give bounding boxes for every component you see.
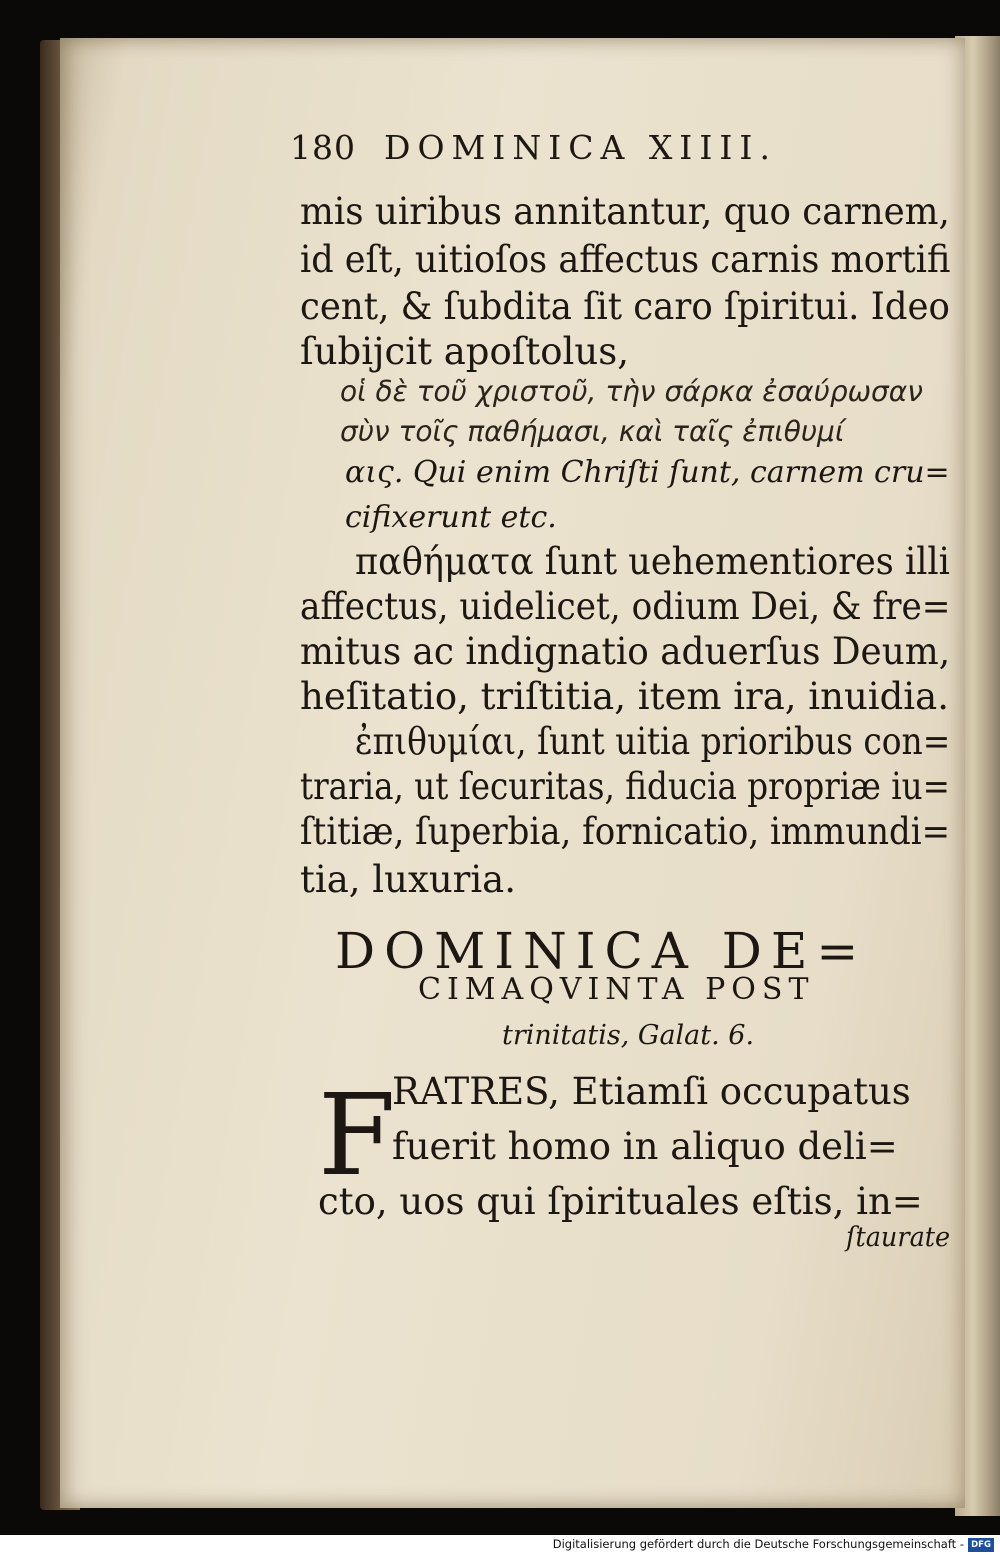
page-number: 180	[290, 128, 356, 167]
text-line: ἐπιθυμίαι, ſunt uitia prioribus con=	[355, 720, 951, 763]
section-reference: trinitatis, Galat. 6.	[502, 1020, 755, 1051]
text-line: id eſt, uitioſos affectus carnis mortifi	[300, 238, 951, 281]
italic-line: αις. Qui enim Chriſti ſunt, carnem cru=	[345, 455, 950, 490]
text-line: heſitatio, triſtitia, item ira, inuidia.	[300, 675, 949, 718]
text-line: παθήματα ſunt uehementiores illi	[355, 540, 950, 583]
funding-notice: Digitalisierung gefördert durch die Deutsche Forschungsgemeinschaft -	[552, 1537, 964, 1551]
italic-line: cifixerunt etc.	[345, 500, 557, 535]
text-line: tia, luxuria.	[300, 858, 516, 901]
catchword: ſtaurate	[846, 1222, 951, 1253]
text-line: traria, ut ſecuritas, fiducia propriæ iu=	[300, 765, 950, 808]
running-header	[290, 128, 777, 167]
dfg-logo: DFG	[968, 1538, 994, 1552]
section-title: DOMINICA DE=	[335, 922, 868, 980]
text-line: fuerit homo in aliquo deli=	[392, 1125, 898, 1168]
text-line: mitus ac indignatio aduerſus Deum,	[300, 630, 951, 673]
greek-quote-line: οἱ δὲ τοῦ χριστοῦ, τὴν σάρκα ἐσαύρωσαν	[340, 375, 923, 408]
text-line: ſtitiæ, ſuperbia, fornicatio, immundi=	[300, 810, 951, 853]
drop-capital: F	[318, 1071, 396, 1201]
text-line: mis uiribus annitantur, quo carnem,	[300, 190, 950, 233]
text-line: cto, uos qui ſpirituales eſtis, in=	[318, 1180, 923, 1223]
text-line: cent, & ſubdita ſit caro ſpiritui. Ideo	[300, 285, 950, 328]
greek-quote-line: σὺν τοῖς παθήμασι, καὶ ταῖς ἐπιθυμί	[340, 415, 845, 448]
running-title: DOMINICA XIIII.	[384, 128, 777, 167]
section-subtitle: CIMAQVINTA POST	[418, 972, 815, 1007]
text-line: affectus, uidelicet, odium Dei, & fre=	[300, 585, 951, 628]
text-line: RATRES, Etiamſi occupatus	[392, 1070, 911, 1113]
footer-bar	[0, 1535, 1000, 1555]
text-line: ſubijcit apoſtolus,	[300, 330, 629, 373]
